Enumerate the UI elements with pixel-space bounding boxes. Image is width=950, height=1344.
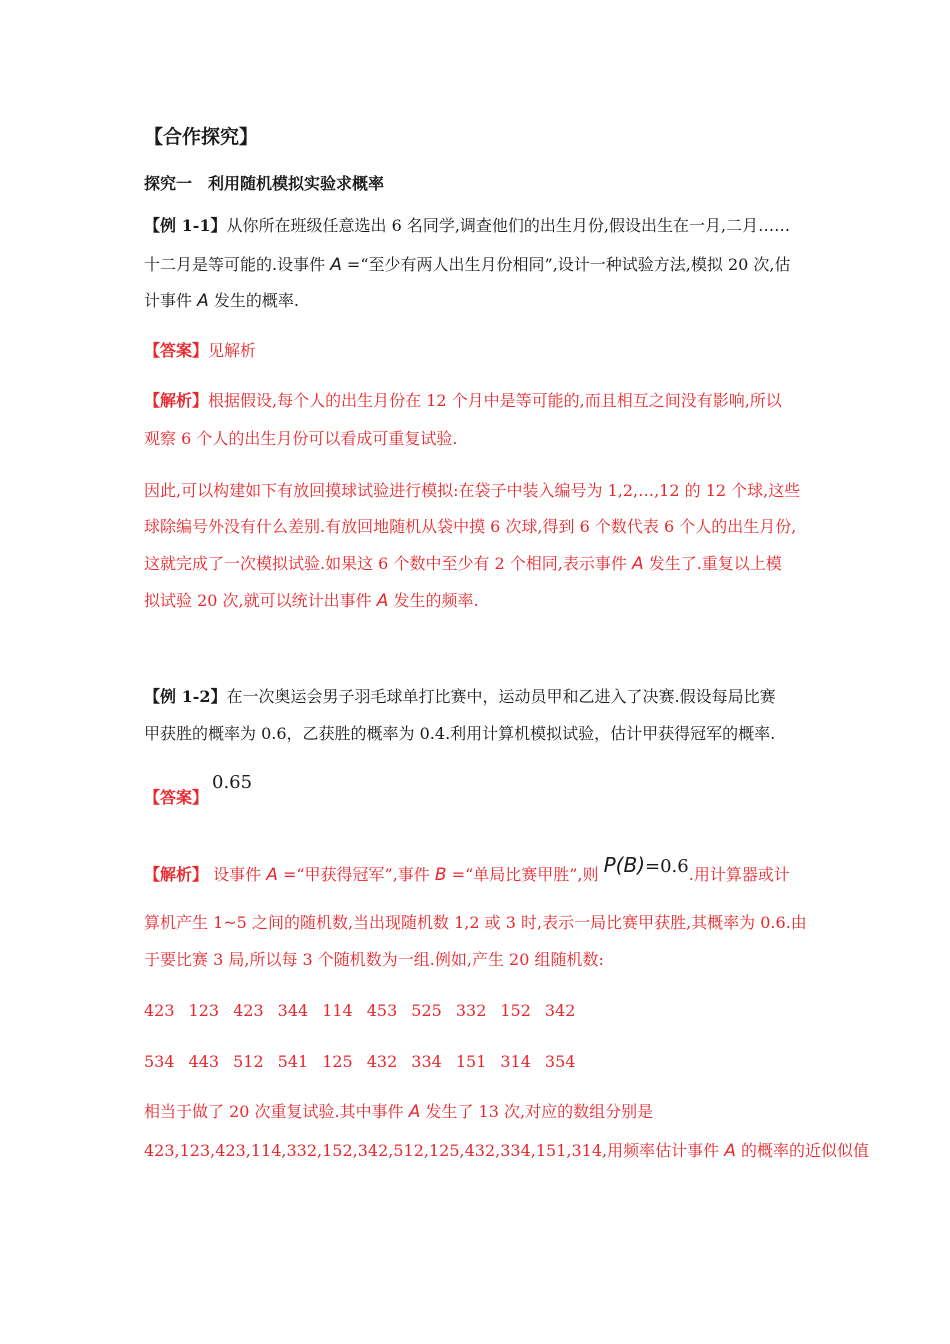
- random-number: 534: [144, 1052, 175, 1071]
- var-b: B: [434, 865, 447, 885]
- ex1-p2-line1: 因此,可以构建如下有放回摸球试验进行模拟:在袋子中装入编号为 1,2,…,12 的 12 个球,这些: [144, 481, 801, 500]
- random-number: 125: [322, 1052, 353, 1071]
- ex2-label: 【例 1-2】: [144, 687, 227, 706]
- random-number: 453: [366, 1001, 398, 1020]
- random-number: 342: [544, 1001, 576, 1020]
- answer-label: 【答案】: [144, 341, 209, 360]
- p2-text4a: 拟试验 20 次,就可以统计出事件: [144, 591, 372, 610]
- pb-formula: P(B): [603, 853, 646, 877]
- ex1-analysis-line1: [144, 390, 782, 412]
- section-title: 【合作探究】: [144, 126, 259, 148]
- subsection-title: 探究一 利用随机模拟实验求概率: [144, 174, 385, 193]
- ex1-analysis-line2: 观察 6 个人的出生月份可以看成可重复试验.: [144, 429, 458, 448]
- ex2-conclusion-line2: [144, 1140, 869, 1162]
- random-number: 152: [500, 1001, 531, 1020]
- analysis-label: 【解析】: [144, 391, 209, 410]
- answer-text: 见解析: [208, 341, 257, 360]
- ex1-p2-line4: [144, 590, 479, 612]
- var-a: A: [330, 255, 342, 275]
- random-number: 334: [411, 1052, 442, 1071]
- p2-text3b: 发生了.重复以上模: [648, 554, 782, 573]
- random-number: 432: [366, 1052, 398, 1071]
- a1-text-a: 设事件: [213, 865, 262, 884]
- ex1-p2-line2: 球除编号外没有什么差别.有放回地随机从袋中摸 6 次球,得到 6 个数代表 6 个人的出生月份,: [144, 517, 797, 536]
- ex2-answer-value: 0.65: [212, 772, 253, 793]
- random-number: 344: [277, 1001, 309, 1020]
- random-number: 423: [233, 1001, 264, 1020]
- analysis-label: 【解析】: [144, 865, 209, 884]
- p2-text3a: 这就完成了一次模拟试验.如果这 6 个数中至少有 2 个相同,表示事件: [144, 554, 627, 573]
- pb-value: =0.6: [645, 856, 689, 877]
- ex2-analysis-line1: [144, 853, 790, 886]
- a1-text-c: =“单局比赛甲胜”,则: [451, 865, 599, 884]
- a1-text-d: .用计算器或计: [688, 865, 790, 884]
- ex1-text2b: =“至少有两人出生月份相同”,设计一种试验方法,模拟 20 次,估: [346, 255, 791, 274]
- random-row-1: [144, 1000, 589, 1022]
- c2-text-b: 的概率的近似似值: [740, 1141, 869, 1160]
- random-number: 123: [188, 1001, 220, 1020]
- ex2-line2: 甲获胜的概率为 0.6，乙获胜的概率为 0.4.利用计算机模拟试验，估计甲获得冠军的概率.: [144, 724, 776, 743]
- var-a: A: [724, 1141, 736, 1161]
- ex1-line3: [144, 290, 299, 312]
- random-number: 423: [144, 1001, 175, 1020]
- var-a: A: [631, 554, 644, 574]
- random-number: 151: [455, 1052, 487, 1071]
- analysis-text1: 根据假设,每个人的出生月份在 12 个月中是等可能的,而且相互之间没有影响,所以: [208, 391, 782, 410]
- ex2-text1: 在一次奥运会男子羽毛球单打比赛中，运动员甲和乙进入了决赛.假设每局比赛: [226, 687, 776, 706]
- var-a: A: [376, 591, 389, 611]
- ex1-text2a: 十二月是等可能的.设事件: [144, 255, 326, 274]
- ex1-p2-line3: [144, 553, 782, 575]
- p2-text4b: 发生的频率.: [393, 591, 479, 610]
- ex2-analysis-line2: 算机产生 1~5 之间的随机数,当出现随机数 1,2 或 3 时,表示一局比赛甲获胜,其概率为 0.6.由: [144, 913, 807, 932]
- random-number: 314: [500, 1052, 531, 1071]
- a1-text-b: =“甲获得冠军”,事件: [282, 865, 430, 884]
- ex2-analysis-line3: 于要比赛 3 局,所以每 3 个随机数为一组.例如,产生 20 组随机数:: [144, 950, 604, 969]
- random-number: 354: [544, 1052, 576, 1071]
- random-number: 114: [322, 1001, 353, 1020]
- ex1-text1: 从你所在班级任意选出 6 名同学,调查他们的出生月份,假设出生在一月,二月……: [226, 216, 791, 235]
- c1-text-a: 相当于做了 20 次重复试验.其中事件: [144, 1102, 404, 1121]
- random-number: 332: [455, 1001, 487, 1020]
- ex1-label: 【例 1-1】: [144, 216, 227, 235]
- random-number: 541: [277, 1052, 309, 1071]
- random-number: 443: [188, 1052, 220, 1071]
- random-number: 512: [233, 1052, 264, 1071]
- c2-text-a: 423,123,423,114,332,152,342,512,125,432,334,151,314,用频率估计事件: [144, 1141, 720, 1160]
- ex2-conclusion-line1: [144, 1101, 653, 1123]
- ex1-line2: [144, 254, 790, 276]
- ex1-text3a: 计事件: [144, 291, 193, 310]
- random-row-2: [144, 1051, 589, 1073]
- random-number: 525: [411, 1001, 442, 1020]
- ex2-answer-label: 【答案】: [144, 788, 209, 807]
- var-a: A: [266, 865, 278, 885]
- c1-text-b: 发生了 13 次,对应的数组分别是: [425, 1102, 654, 1121]
- ex1-answer: [144, 340, 256, 362]
- ex2-line1: [144, 686, 776, 708]
- ex1-text3b: 发生的概率.: [213, 291, 299, 310]
- var-a: A: [197, 291, 209, 311]
- var-a: A: [408, 1102, 421, 1122]
- ex1-line1: [144, 215, 790, 237]
